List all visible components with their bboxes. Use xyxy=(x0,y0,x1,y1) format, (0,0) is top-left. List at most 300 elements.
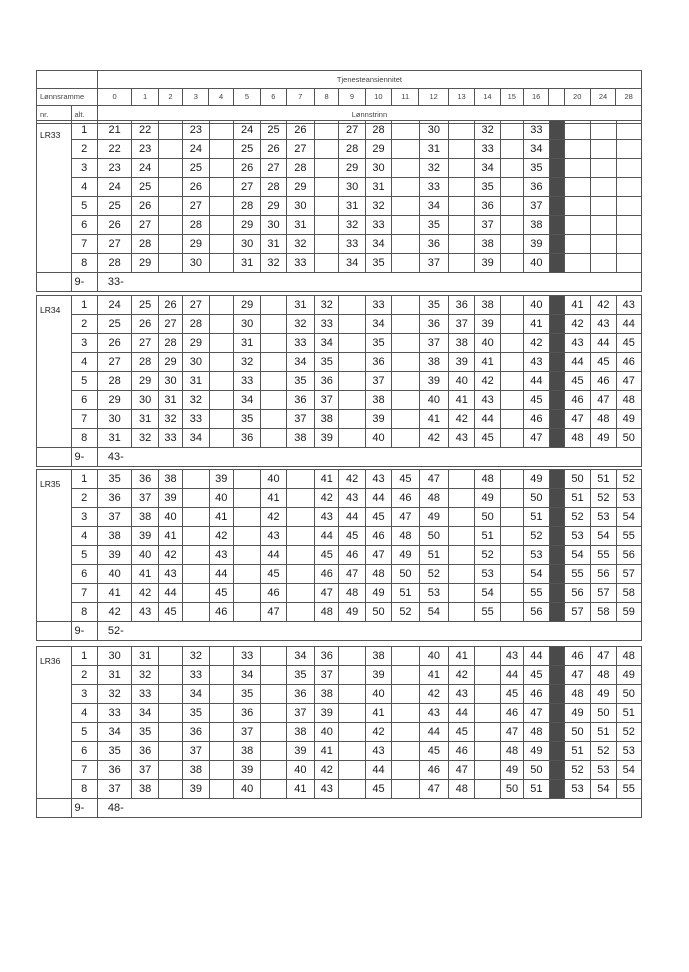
step-cell: 47 xyxy=(524,704,549,723)
step-cell xyxy=(500,603,523,622)
step-cell: 47 xyxy=(524,429,549,448)
footer-blank xyxy=(37,799,72,818)
step-cell: 35 xyxy=(524,159,549,178)
step-cell: 28 xyxy=(365,121,391,140)
alt-cell: 4 xyxy=(71,353,97,372)
step-cell xyxy=(261,315,286,334)
step-cell: 37 xyxy=(419,334,448,353)
step-cell: 36 xyxy=(183,723,209,742)
step-cell: 33 xyxy=(315,315,339,334)
separator-cell xyxy=(549,508,564,527)
step-cell: 28 xyxy=(183,315,209,334)
step-cell xyxy=(591,140,616,159)
step-cell xyxy=(500,353,523,372)
step-cell: 50 xyxy=(524,489,549,508)
step-cell xyxy=(449,178,475,197)
step-cell: 48 xyxy=(419,489,448,508)
step-cell: 43 xyxy=(315,780,339,799)
step-cell xyxy=(339,315,365,334)
step-cell xyxy=(500,197,523,216)
step-cell: 35 xyxy=(132,723,158,742)
step-cell: 49 xyxy=(524,742,549,761)
footer-value: 48- xyxy=(97,799,641,818)
step-cell: 26 xyxy=(286,121,314,140)
step-cell: 48 xyxy=(500,742,523,761)
step-cell: 27 xyxy=(233,178,260,197)
col-header: 13 xyxy=(448,88,474,106)
step-cell: 33 xyxy=(475,140,500,159)
step-cell: 43 xyxy=(315,508,339,527)
alt-cell: 2 xyxy=(71,140,97,159)
step-cell: 31 xyxy=(365,178,391,197)
col-header: 2 xyxy=(158,88,182,106)
step-cell xyxy=(158,159,182,178)
step-cell: 46 xyxy=(500,704,523,723)
step-cell: 34 xyxy=(365,235,391,254)
step-cell: 46 xyxy=(419,761,448,780)
step-cell: 39 xyxy=(449,353,475,372)
step-cell: 55 xyxy=(564,565,590,584)
step-cell xyxy=(392,372,419,391)
lonnsramme-code: LR34 xyxy=(37,296,72,448)
alt-cell: 8 xyxy=(71,780,97,799)
step-cell: 30 xyxy=(261,216,286,235)
step-cell: 31 xyxy=(419,140,448,159)
step-cell: 27 xyxy=(97,353,132,372)
step-cell: 43 xyxy=(500,647,523,666)
step-cell: 35 xyxy=(183,704,209,723)
step-cell: 49 xyxy=(564,704,590,723)
step-cell: 38 xyxy=(315,410,339,429)
step-cell: 42 xyxy=(419,685,448,704)
step-cell: 42 xyxy=(132,584,158,603)
separator-cell xyxy=(549,88,564,106)
step-cell: 38 xyxy=(233,742,260,761)
step-cell xyxy=(183,603,209,622)
step-cell: 52 xyxy=(616,470,641,489)
step-cell: 46 xyxy=(339,546,365,565)
step-cell xyxy=(158,121,182,140)
step-cell: 34 xyxy=(97,723,132,742)
alt-cell: 1 xyxy=(71,121,97,140)
separator-cell xyxy=(549,780,564,799)
separator-cell xyxy=(549,685,564,704)
step-cell: 38 xyxy=(158,470,182,489)
step-cell xyxy=(209,647,233,666)
footer-alt: 9- xyxy=(71,622,97,641)
step-cell: 54 xyxy=(524,565,549,584)
step-cell: 54 xyxy=(616,508,641,527)
step-cell: 43 xyxy=(564,334,590,353)
step-cell: 46 xyxy=(564,647,590,666)
step-cell xyxy=(392,315,419,334)
step-cell: 53 xyxy=(564,527,590,546)
step-cell: 45 xyxy=(475,429,500,448)
step-cell: 50 xyxy=(392,565,419,584)
step-cell: 39 xyxy=(233,761,260,780)
step-cell xyxy=(475,723,500,742)
table-row xyxy=(37,546,642,565)
step-cell xyxy=(183,489,209,508)
step-cell xyxy=(158,254,182,273)
step-cell xyxy=(261,647,286,666)
separator-cell xyxy=(549,429,564,448)
separator-cell xyxy=(549,584,564,603)
step-cell xyxy=(183,527,209,546)
step-cell xyxy=(392,429,419,448)
step-cell: 43 xyxy=(449,429,475,448)
step-cell: 36 xyxy=(97,489,132,508)
step-cell xyxy=(209,235,233,254)
table-row xyxy=(37,508,642,527)
separator-cell xyxy=(549,603,564,622)
step-cell: 41 xyxy=(315,470,339,489)
step-cell: 39 xyxy=(209,470,233,489)
step-cell: 36 xyxy=(233,429,260,448)
step-cell: 43 xyxy=(449,685,475,704)
step-cell: 34 xyxy=(233,666,260,685)
step-cell: 37 xyxy=(183,742,209,761)
lonnsramme-code: LR36 xyxy=(37,647,72,799)
step-cell: 51 xyxy=(616,704,641,723)
lonnsramme-label: Lønnsramme xyxy=(37,88,98,106)
separator-cell xyxy=(549,391,564,410)
table-row xyxy=(37,372,642,391)
step-cell: 51 xyxy=(475,527,500,546)
step-cell: 26 xyxy=(158,296,182,315)
separator-cell xyxy=(549,666,564,685)
alt-cell: 3 xyxy=(71,159,97,178)
step-cell: 37 xyxy=(475,216,500,235)
step-cell: 34 xyxy=(419,197,448,216)
step-cell: 36 xyxy=(524,178,549,197)
step-cell xyxy=(209,334,233,353)
table-row xyxy=(37,391,642,410)
step-cell: 33 xyxy=(233,647,260,666)
alt-cell: 3 xyxy=(71,685,97,704)
step-cell: 25 xyxy=(132,178,158,197)
alt-cell: 2 xyxy=(71,315,97,334)
step-cell: 42 xyxy=(261,508,286,527)
step-cell xyxy=(449,121,475,140)
step-cell: 49 xyxy=(616,666,641,685)
step-cell: 27 xyxy=(97,235,132,254)
step-cell xyxy=(392,666,419,685)
step-cell xyxy=(209,410,233,429)
separator-cell xyxy=(549,647,564,666)
table-row xyxy=(37,216,642,235)
step-cell xyxy=(616,216,641,235)
table-row xyxy=(37,178,642,197)
step-cell xyxy=(591,216,616,235)
step-cell: 51 xyxy=(524,508,549,527)
step-cell: 31 xyxy=(233,254,260,273)
step-cell: 33 xyxy=(524,121,549,140)
step-cell: 32 xyxy=(183,391,209,410)
step-cell: 42 xyxy=(591,296,616,315)
step-cell: 44 xyxy=(564,353,590,372)
step-cell: 31 xyxy=(132,410,158,429)
table-row xyxy=(37,723,642,742)
step-cell xyxy=(158,235,182,254)
separator-cell xyxy=(549,761,564,780)
step-cell: 43 xyxy=(339,489,365,508)
step-cell: 49 xyxy=(392,546,419,565)
step-cell: 58 xyxy=(591,603,616,622)
col-header: 3 xyxy=(183,88,209,106)
step-cell: 38 xyxy=(132,508,158,527)
step-cell: 35 xyxy=(97,742,132,761)
step-cell: 32 xyxy=(475,121,500,140)
step-cell: 40 xyxy=(419,391,448,410)
step-cell: 48 xyxy=(616,391,641,410)
step-cell: 48 xyxy=(392,527,419,546)
step-cell xyxy=(392,685,419,704)
step-cell: 35 xyxy=(475,178,500,197)
step-cell: 40 xyxy=(209,489,233,508)
step-cell: 37 xyxy=(315,666,339,685)
step-cell: 54 xyxy=(419,603,448,622)
step-cell: 50 xyxy=(616,685,641,704)
step-cell xyxy=(500,216,523,235)
step-cell xyxy=(392,254,419,273)
table-row xyxy=(37,647,642,666)
step-cell: 45 xyxy=(419,742,448,761)
step-cell: 34 xyxy=(233,391,260,410)
separator-cell xyxy=(549,723,564,742)
step-cell: 55 xyxy=(475,603,500,622)
step-cell: 25 xyxy=(183,159,209,178)
step-cell xyxy=(591,235,616,254)
step-cell xyxy=(449,546,475,565)
step-cell: 31 xyxy=(286,216,314,235)
step-cell: 36 xyxy=(419,235,448,254)
step-cell: 39 xyxy=(524,235,549,254)
step-cell: 37 xyxy=(132,761,158,780)
step-cell: 49 xyxy=(365,584,391,603)
step-cell: 52 xyxy=(616,723,641,742)
step-cell xyxy=(315,159,339,178)
table-row xyxy=(37,429,642,448)
step-cell xyxy=(616,140,641,159)
step-cell: 45 xyxy=(524,391,549,410)
step-cell xyxy=(158,178,182,197)
alt-cell: 5 xyxy=(71,723,97,742)
step-cell: 42 xyxy=(449,410,475,429)
step-cell: 37 xyxy=(365,372,391,391)
step-cell: 53 xyxy=(419,584,448,603)
step-cell: 29 xyxy=(286,178,314,197)
step-cell xyxy=(158,761,182,780)
step-cell: 36 xyxy=(132,470,158,489)
step-cell: 54 xyxy=(591,780,616,799)
step-cell xyxy=(591,197,616,216)
alt-cell: 5 xyxy=(71,546,97,565)
step-cell xyxy=(449,527,475,546)
step-cell: 38 xyxy=(475,296,500,315)
step-cell: 48 xyxy=(315,603,339,622)
step-cell: 29 xyxy=(233,296,260,315)
step-cell: 50 xyxy=(564,470,590,489)
step-cell: 26 xyxy=(183,178,209,197)
table-row xyxy=(37,685,642,704)
footer-row xyxy=(37,622,642,641)
step-cell: 24 xyxy=(97,178,132,197)
step-cell: 47 xyxy=(315,584,339,603)
step-cell xyxy=(500,565,523,584)
step-cell: 29 xyxy=(132,372,158,391)
step-cell: 46 xyxy=(315,565,339,584)
step-cell: 34 xyxy=(365,315,391,334)
step-cell: 36 xyxy=(419,315,448,334)
step-cell: 26 xyxy=(97,334,132,353)
step-cell: 51 xyxy=(564,742,590,761)
step-cell: 42 xyxy=(315,761,339,780)
step-cell xyxy=(286,470,314,489)
step-cell xyxy=(500,410,523,429)
step-cell xyxy=(261,391,286,410)
step-cell: 36 xyxy=(315,372,339,391)
step-cell xyxy=(475,742,500,761)
step-cell xyxy=(500,296,523,315)
footer-value: 52- xyxy=(97,622,641,641)
step-cell: 30 xyxy=(132,391,158,410)
step-cell xyxy=(315,140,339,159)
step-cell xyxy=(449,197,475,216)
separator-cell xyxy=(549,121,564,140)
step-cell: 24 xyxy=(97,296,132,315)
step-cell: 53 xyxy=(564,780,590,799)
step-cell: 43 xyxy=(158,565,182,584)
step-cell: 57 xyxy=(591,584,616,603)
step-cell: 42 xyxy=(339,470,365,489)
step-cell: 40 xyxy=(158,508,182,527)
step-cell xyxy=(500,121,523,140)
step-cell: 50 xyxy=(500,780,523,799)
step-cell xyxy=(209,742,233,761)
alt-cell: 1 xyxy=(71,470,97,489)
header-table xyxy=(36,70,642,124)
step-cell xyxy=(261,334,286,353)
alt-cell: 6 xyxy=(71,565,97,584)
step-cell xyxy=(233,527,260,546)
step-cell: 22 xyxy=(97,140,132,159)
step-cell xyxy=(449,470,475,489)
step-cell: 41 xyxy=(261,489,286,508)
step-cell: 51 xyxy=(564,489,590,508)
step-cell: 45 xyxy=(591,353,616,372)
step-cell: 44 xyxy=(475,410,500,429)
salary-block-lr33 xyxy=(36,120,642,292)
step-cell: 32 xyxy=(315,296,339,315)
step-cell: 26 xyxy=(132,315,158,334)
step-cell xyxy=(500,508,523,527)
step-cell: 50 xyxy=(475,508,500,527)
step-cell xyxy=(500,140,523,159)
step-cell: 41 xyxy=(97,584,132,603)
step-cell: 41 xyxy=(419,666,448,685)
step-cell: 30 xyxy=(97,410,132,429)
step-cell xyxy=(209,254,233,273)
step-cell xyxy=(158,647,182,666)
step-cell: 44 xyxy=(449,704,475,723)
step-cell xyxy=(564,159,590,178)
step-cell: 42 xyxy=(449,666,475,685)
step-cell: 32 xyxy=(286,235,314,254)
step-cell: 24 xyxy=(132,159,158,178)
col-header: 12 xyxy=(419,88,448,106)
step-cell xyxy=(209,159,233,178)
step-cell: 47 xyxy=(339,565,365,584)
step-cell xyxy=(261,723,286,742)
alt-cell: 8 xyxy=(71,603,97,622)
alt-cell: 6 xyxy=(71,216,97,235)
step-cell xyxy=(209,140,233,159)
table-row xyxy=(37,353,642,372)
step-cell: 34 xyxy=(315,334,339,353)
step-cell xyxy=(261,761,286,780)
step-cell xyxy=(616,121,641,140)
step-cell: 44 xyxy=(315,527,339,546)
table-row xyxy=(37,254,642,273)
step-cell xyxy=(233,584,260,603)
step-cell: 31 xyxy=(97,666,132,685)
step-cell xyxy=(315,178,339,197)
step-cell: 53 xyxy=(591,761,616,780)
col-header: 11 xyxy=(392,88,419,106)
alt-cell: 4 xyxy=(71,178,97,197)
step-cell: 42 xyxy=(365,723,391,742)
step-cell: 41 xyxy=(315,742,339,761)
step-cell xyxy=(158,666,182,685)
step-cell: 45 xyxy=(449,723,475,742)
step-cell xyxy=(261,429,286,448)
step-cell xyxy=(616,254,641,273)
step-cell: 44 xyxy=(419,723,448,742)
step-cell: 29 xyxy=(365,140,391,159)
step-cell xyxy=(392,353,419,372)
step-cell: 39 xyxy=(365,666,391,685)
step-cell: 52 xyxy=(591,742,616,761)
step-cell: 45 xyxy=(365,780,391,799)
step-cell: 45 xyxy=(365,508,391,527)
step-cell xyxy=(616,159,641,178)
step-cell xyxy=(261,666,286,685)
step-cell xyxy=(158,723,182,742)
step-cell: 39 xyxy=(475,254,500,273)
step-cell xyxy=(392,235,419,254)
step-cell xyxy=(209,178,233,197)
step-cell xyxy=(158,216,182,235)
step-cell: 31 xyxy=(286,296,314,315)
step-cell: 29 xyxy=(261,197,286,216)
header-corner xyxy=(37,71,98,89)
step-cell: 32 xyxy=(261,254,286,273)
step-cell: 46 xyxy=(365,527,391,546)
step-cell xyxy=(233,603,260,622)
step-cell xyxy=(158,197,182,216)
step-cell: 38 xyxy=(315,685,339,704)
alt-cell: 8 xyxy=(71,429,97,448)
footer-row xyxy=(37,448,642,467)
footer-blank xyxy=(37,448,72,467)
step-cell xyxy=(500,429,523,448)
step-cell: 33 xyxy=(97,704,132,723)
step-cell xyxy=(209,197,233,216)
step-cell: 40 xyxy=(233,780,260,799)
step-cell: 39 xyxy=(158,489,182,508)
col-header: 28 xyxy=(616,88,642,106)
